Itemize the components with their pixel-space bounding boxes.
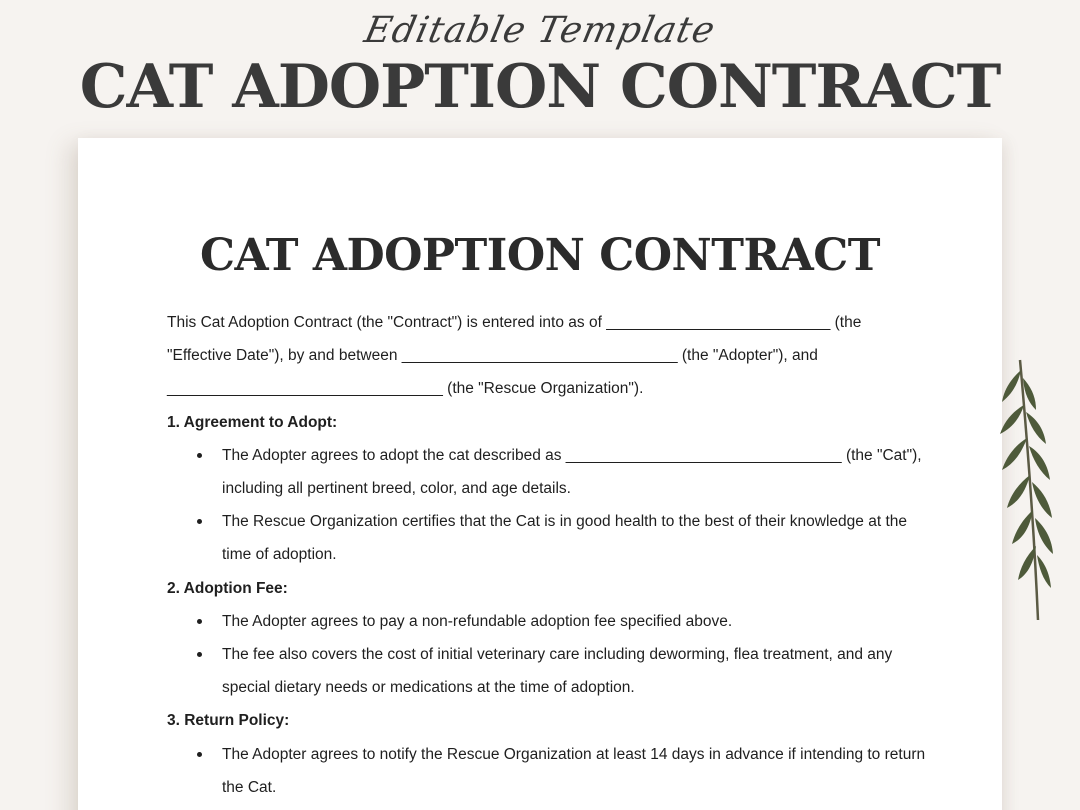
bullet-item: The Adopter agrees to pay a non-refundable adoption fee specified above.	[167, 605, 927, 638]
bullet-item: The Adopter agrees to notify the Rescue Organization at least 14 days in advance if intending to return the Cat.	[167, 738, 927, 804]
section-heading: 1. Agreement to Adopt:	[167, 413, 338, 431]
bullet-item: The Rescue Organization certifies that the Cat is in good health to the best of their knowledge at the time of adoption.	[167, 505, 927, 571]
section-bullets	[167, 439, 927, 572]
document-body	[167, 306, 927, 804]
header-title: CAT ADOPTION CONTRACT	[79, 52, 1001, 122]
document-page	[78, 138, 1002, 810]
document-title: CAT ADOPTION CONTRACT	[200, 230, 880, 281]
section-bullets	[167, 605, 927, 705]
intro-line: "Effective Date"), by and between ________________________________ (the "Adopter"), and	[167, 347, 818, 365]
intro-line: This Cat Adoption Contract (the "Contract") is entered into as of __________________________ (the	[167, 314, 862, 331]
rosemary-sprig-icon	[990, 350, 1080, 640]
intro-line: ________________________________ (the "Rescue Organization").	[167, 380, 644, 398]
header-script-text: Editable Template	[360, 10, 720, 51]
section-heading: 3. Return Policy:	[167, 712, 290, 730]
bullet-item: The fee also covers the cost of initial veterinary care including deworming, flea treatment, and any special dietary needs or medications at the time of adoption.	[167, 638, 927, 704]
section-bullets	[167, 738, 927, 804]
section-heading: 2. Adoption Fee:	[167, 579, 288, 597]
bullet-item: The Adopter agrees to adopt the cat described as ________________________________ (the "Cat"), including all pertinent breed, color, and age details.	[167, 439, 927, 505]
